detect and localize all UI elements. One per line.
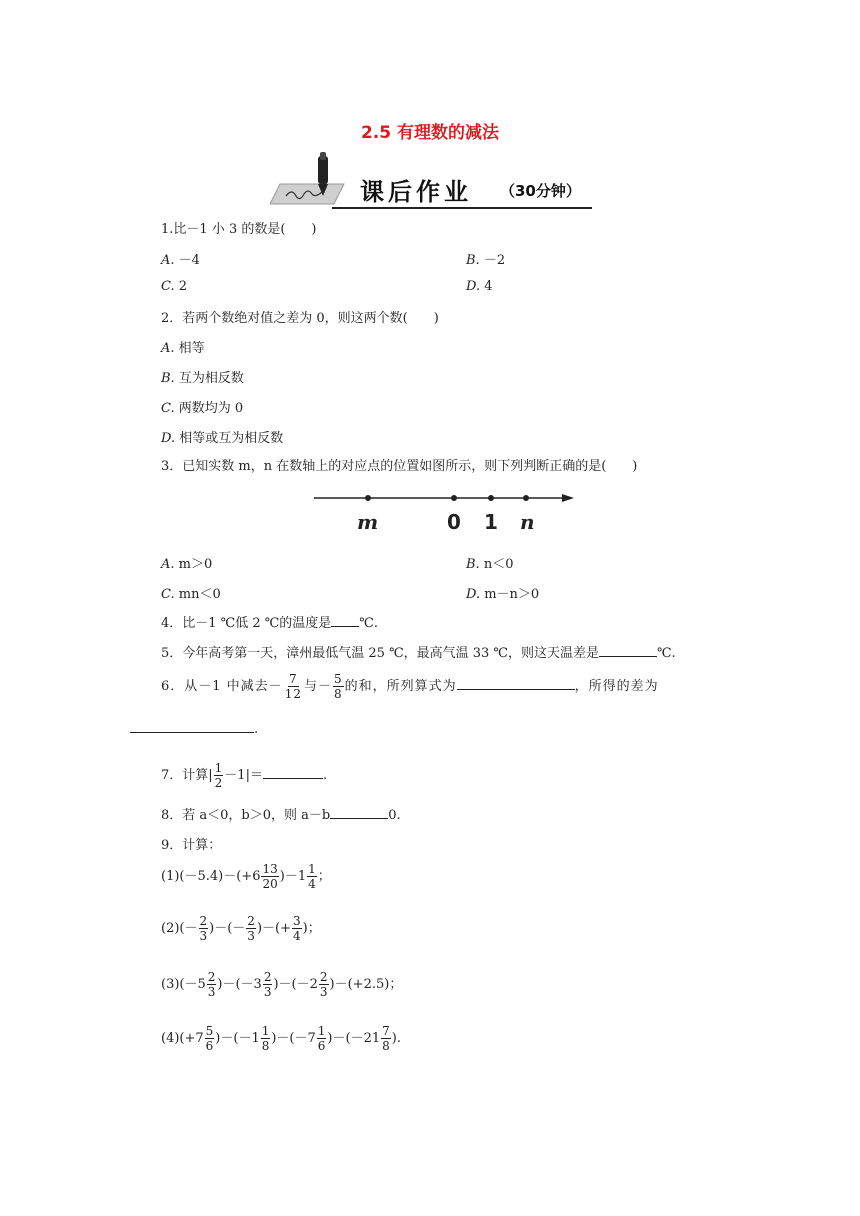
point-m	[365, 495, 371, 501]
point-one	[488, 495, 494, 501]
q9-part-2: (2)(－ $\frac{2}{3}$ )－(－ $\frac{2}{3}$ )－(+ $\frac{3}{4}$ )；	[161, 914, 321, 943]
number-line	[312, 488, 582, 538]
q6-text-cont: .	[130, 720, 258, 737]
q6-difference-blank	[130, 720, 254, 733]
q1-option-b: B. －2	[466, 253, 506, 268]
q7-answer-blank	[263, 766, 323, 779]
q9-part-1: (1)(－5.4)－(+6 $\frac{13}{20}$ )－1 $\frac{1}{4}$ ；	[161, 862, 331, 891]
label-zero: 0	[447, 510, 461, 534]
number-line-axis	[312, 488, 582, 508]
q1-option-d: D. 4	[466, 279, 493, 294]
homework-banner	[270, 150, 595, 212]
q2-option-c: C. 两数均为 0	[161, 401, 244, 416]
q3-option-b: B. n＜0	[466, 557, 514, 572]
q8-text: 8．若 a＜0，b＞0，则 a－b 0.	[161, 808, 401, 823]
q6-expression-blank	[457, 677, 575, 690]
label-m: m	[357, 510, 379, 534]
q1-option-a: A. －4	[161, 253, 200, 268]
banner-duration: （30分钟）	[500, 182, 581, 200]
q8-answer-blank	[330, 806, 388, 819]
q1-option-c: C. 2	[161, 279, 188, 294]
q2-option-b: B. 互为相反数	[161, 371, 244, 386]
label-one: 1	[484, 510, 498, 534]
point-zero	[451, 495, 457, 501]
q7-text: 7．计算| $\frac{1}{2}$ －1|＝ .	[161, 761, 328, 790]
q6-text: 6．从－1 中减去－ $\frac{7}{12}$ 与－ $\frac{5}{8}$ 的和，所列算式为 ，所得的差为	[161, 672, 659, 701]
page-title: 2.5 有理数的减法	[360, 123, 500, 143]
q4-text: 4．比－1 ℃低 2 ℃的温度是 ℃.	[161, 616, 378, 631]
q5-answer-blank	[599, 644, 657, 657]
q9-part-4: (4)(+7 $\frac{5}{6}$ )－(－1 $\frac{1}{8}$ )－(－7 $\frac{1}{6}$ )－(－21 $\frac{7}{8}$ ).	[161, 1024, 401, 1053]
q9-part-3: (3)(－5 $\frac{2}{3}$ )－(－3 $\frac{2}{3}$ )－(－2 $\frac{2}{3}$ )－(+2.5)；	[161, 970, 403, 999]
label-n: n	[520, 510, 535, 534]
point-n	[523, 495, 529, 501]
q3-option-a: A. m＞0	[161, 557, 213, 572]
q3-option-d: D. m－n＞0	[466, 587, 540, 602]
q3-stem: 3．已知实数 m，n 在数轴上的对应点的位置如图所示，则下列判断正确的是( )	[161, 459, 638, 474]
q2-stem: 2．若两个数绝对值之差为 0，则这两个数( )	[161, 311, 439, 326]
q1-stem: 1.比－1 小 3 的数是( )	[161, 222, 317, 237]
q4-answer-blank	[331, 614, 359, 627]
q3-option-c: C. mn＜0	[161, 587, 221, 602]
q9-stem: 9．计算：	[161, 838, 222, 853]
q2-option-a: A. 相等	[161, 341, 205, 356]
q5-text: 5．今年高考第一天，漳州最低气温 25 ℃，最高气温 33 ℃，则这天温差是 ℃.	[161, 646, 676, 661]
banner-title: 课后作业	[360, 177, 472, 206]
q2-option-d: D. 相等或互为相反数	[161, 431, 284, 446]
